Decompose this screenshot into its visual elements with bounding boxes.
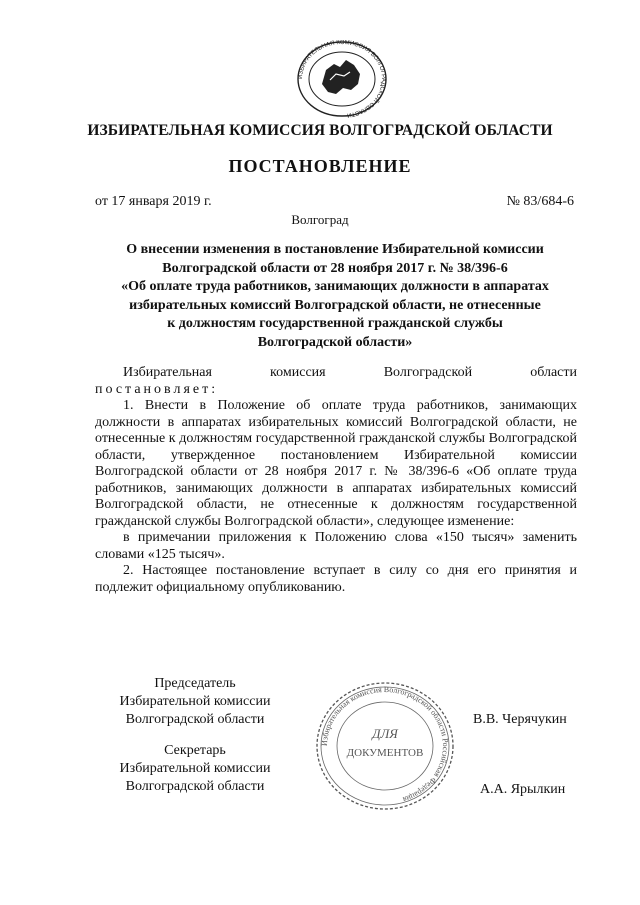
document-number: № 83/684-6: [506, 194, 574, 209]
intro-paragraph: Избирательная комиссия Волгоградской области: [123, 365, 577, 380]
official-seal: [314, 680, 456, 812]
seal-center-line2: ДОКУМЕНТОВ: [346, 747, 424, 759]
decides-line: постановляет:: [95, 381, 219, 397]
secretary-title-line: Избирательной комиссии: [119, 761, 271, 776]
secretary-title: [105, 742, 285, 796]
document-date: от 17 января 2019 г.: [95, 194, 212, 209]
seal-ring-text: Избирательная комиссия Волгоградской области Российская Федерация: [319, 684, 451, 805]
seal-center-line1: ДЛЯ: [372, 726, 398, 741]
subject-line: Волгоградской области от 28 ноября 2017 г. № 38/396-6: [162, 260, 508, 276]
item-1: 1. Внести в Положение об оплате труда работников, занимающих должности в аппаратах избирательных комиссий Волгоградской области, не отнесенные к должностям государственной гражданской службы Волгоградской области, утвержденное постановлением Избирательной комиссии Волгоградской области от 28 ноября 2017 г. № 38/396-6 «Об оплате труда работников, занимающих должности в аппаратах избирательных комиссий Волгоградской области, не отнесенные к должностям государственной гражданской службы Волгоградской области», следующее изменение:: [95, 398, 577, 529]
chair-title: [105, 675, 285, 729]
subject-line: Волгоградской области»: [257, 334, 413, 350]
document-type: ПОСТАНОВЛЕНИЕ: [228, 156, 412, 176]
item-2: 2. Настоящее постановление вступает в силу со дня его принятия и подлежит официальному опубликованию.: [95, 563, 577, 595]
secretary-name: А.А. Ярылкин: [480, 782, 566, 797]
item-1-change: в примечании приложения к Положению слова «150 тысяч» заменить словами «125 тысяч».: [95, 530, 577, 562]
secretary-title-line: Волгоградской области: [125, 779, 265, 794]
chair-title-line: Избирательной комиссии: [119, 694, 271, 709]
chair-title-line: Волгоградской области: [125, 712, 265, 727]
document-city: Волгоград: [291, 212, 349, 227]
subject-line: «Об оплате труда работников, занимающих должности в аппаратах: [121, 279, 549, 294]
emblem-ring-text: ИЗБИРАТЕЛЬНАЯ КОМИССИЯ ВОЛГОГРАДСКОЙ ОБЛАСТИ: [297, 40, 387, 118]
organization-name: ИЗБИРАТЕЛЬНАЯ КОМИССИЯ ВОЛГОГРАДСКОЙ ОБЛАСТИ: [87, 122, 553, 139]
document-body: [95, 365, 577, 596]
chair-name: В.В. Черячукин: [473, 712, 567, 727]
commission-emblem: [296, 40, 388, 118]
subject-line: избирательных комиссий Волгоградской области, не отнесенные: [129, 297, 541, 313]
chair-title-line: Председатель: [154, 676, 236, 691]
subject-line: О внесении изменения в постановление Избирательной комиссии: [126, 242, 544, 257]
document-subject: [95, 241, 575, 352]
subject-line: к должностям государственной гражданской службы: [167, 316, 503, 331]
secretary-title-line: Секретарь: [164, 743, 226, 758]
